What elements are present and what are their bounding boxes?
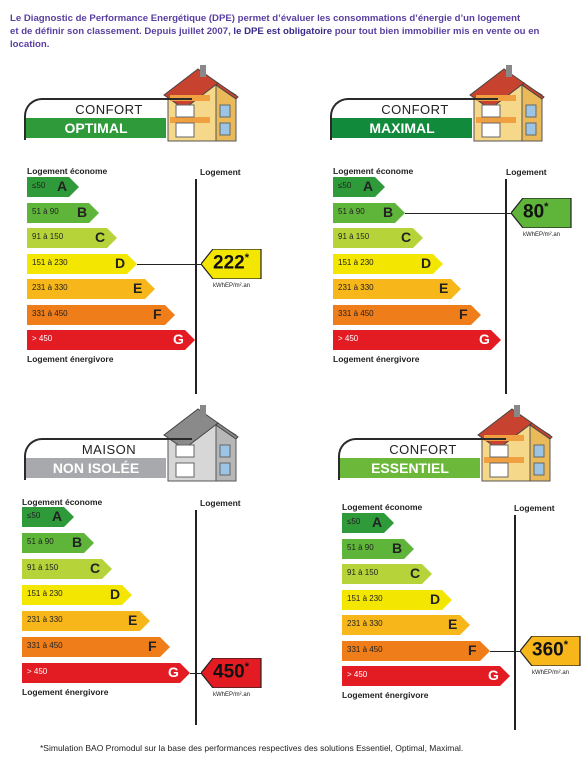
class-range: 151 à 230 [32,257,68,267]
energy-class-f [333,305,481,325]
class-range: 231 à 330 [347,619,383,628]
label-econome: Logement économe [22,497,103,507]
intro-line-2-bold: le DPE est obligatoire [233,26,333,37]
class-range: 331 à 450 [32,308,68,318]
value-unit: kWhEP/m².an [213,692,251,698]
class-letter: F [459,305,468,322]
class-range: > 450 [27,667,48,676]
class-letter: F [148,638,157,654]
value-footnote-star: * [244,251,249,264]
class-letter: B [392,539,403,556]
value-unit: kWhEP/m².an [213,282,251,289]
energy-class-f [342,641,490,661]
class-range: > 450 [338,334,359,343]
badge-bottom-text: MAXIMAL [332,118,472,138]
class-letter: C [95,229,106,245]
class-letter: B [383,203,394,220]
footnote: *Simulation BAO Promodul sur la base des performances respectives des solutions Essentiel, Optimal, Maximal. [40,743,464,753]
label-energivore: Logement énergivore [27,353,114,364]
energy-class-e [27,279,155,299]
class-range: ≤50 [338,181,352,190]
class-range: 91 à 150 [338,232,370,241]
energy-class-c [27,228,117,248]
energy-class-d [27,254,137,274]
energy-class-g [22,663,190,683]
logement-divider [514,515,516,730]
dpe-panel-maximal [306,65,582,425]
label-econome: Logement économe [27,166,108,176]
class-letter: A [57,178,68,194]
class-letter: E [439,280,449,296]
class-letter: B [77,203,88,220]
badge-top-text: CONFORT [75,102,143,117]
label-logement: Logement [506,167,547,177]
class-letter: E [133,280,143,296]
energy-class-b [342,539,414,559]
energy-class-d [342,590,452,610]
logement-value: 80* [523,200,549,222]
dpe-panel-non-isol-e [0,405,290,765]
energy-class-e [333,279,461,299]
class-letter: B [72,534,83,550]
class-letter: C [90,560,101,576]
energy-class-g [342,666,510,686]
value-connector [490,651,524,652]
energy-class-b [22,533,94,553]
class-range: 151 à 230 [27,589,63,598]
class-range: 231 à 330 [32,283,68,292]
class-range: 331 à 450 [338,308,374,318]
energy-class-b [333,203,405,223]
class-range: ≤50 [27,511,41,520]
energy-class-e [342,615,470,635]
dpe-panel-essentiel [314,405,582,765]
class-letter: G [479,331,490,347]
dpe-panel-optimal [0,65,290,425]
value-footnote-star: * [563,638,568,651]
class-letter: E [448,616,458,632]
solution-badge [330,98,498,140]
logement-value: 360* [532,638,568,660]
class-range: ≤50 [32,181,46,190]
class-letter: A [52,508,63,524]
logement-value-marker [520,636,582,676]
class-letter: G [168,664,179,680]
badge-bottom-text: ESSENTIEL [340,458,480,478]
logement-value-marker [511,198,573,238]
label-energivore: Logement énergivore [333,353,420,364]
energy-class-f [22,637,170,657]
class-range: 91 à 150 [32,232,64,241]
logement-value: 450* [213,661,249,683]
energy-class-g [27,330,195,350]
intro-text [10,12,580,51]
energy-class-c [22,559,112,579]
class-letter: C [401,229,412,245]
logement-divider [195,510,197,725]
class-range: 151 à 230 [347,593,383,603]
energy-class-a [22,507,74,527]
badge-bottom-text: OPTIMAL [26,118,166,138]
label-logement: Logement [200,498,241,508]
logement-value-marker [201,658,263,698]
solution-badge [24,98,192,140]
class-letter: F [468,641,477,658]
label-logement: Logement [200,167,241,177]
energy-class-d [22,585,132,605]
label-energivore: Logement énergivore [342,689,429,700]
energy-class-d [333,254,443,274]
class-range: 51 à 90 [347,542,374,552]
solution-badge [24,438,192,480]
class-range: 331 à 450 [27,641,63,650]
class-range: 51 à 90 [27,537,54,546]
energy-class-b [27,203,99,223]
class-range: 91 à 150 [347,568,379,577]
intro-line-2 [10,25,580,51]
label-econome: Logement économe [342,502,423,512]
label-energivore: Logement énergivore [22,687,109,697]
energy-class-a [342,513,394,533]
class-range: 51 à 90 [338,206,365,216]
value-connector [137,264,205,265]
class-letter: D [115,254,126,271]
energy-class-f [27,305,175,325]
class-letter: C [410,565,421,581]
value-footnote-star: * [544,200,549,213]
value-connector [405,213,515,214]
badge-top-text: CONFORT [381,102,449,117]
class-letter: A [372,514,383,530]
energy-class-g [333,330,501,350]
class-range: 231 à 330 [338,283,374,292]
solution-badge [338,438,506,480]
value-unit: kWhEP/m².an [523,231,561,238]
value-footnote-star: * [244,661,249,673]
energy-class-c [342,564,432,584]
energy-class-a [27,177,79,197]
intro-line-2-c: pour tout bien immobilier mis en vente ou en location. [10,26,540,50]
class-letter: G [488,667,499,683]
class-letter: D [430,590,441,607]
class-range: 231 à 330 [27,615,63,624]
badge-top-text: CONFORT [389,442,457,457]
label-econome: Logement économe [333,166,414,176]
energy-class-c [333,228,423,248]
logement-value-marker [201,249,263,289]
class-letter: E [128,612,138,628]
class-letter: D [110,586,121,602]
label-logement: Logement [514,503,555,513]
badge-bottom-text: NON ISOLÉE [26,458,166,478]
intro-line-2-a: et de définir son classement. Depuis juillet 2007, [10,26,234,37]
energy-class-a [333,177,385,197]
value-unit: kWhEP/m².an [532,669,570,676]
class-letter: G [173,331,184,347]
logement-value: 222* [213,251,249,273]
class-letter: A [363,178,374,194]
intro-line-1: Le Diagnostic de Performance Energétique (DPE) permet d’évaluer les consommations d’énergie d’un logement [10,13,521,24]
class-range: ≤50 [347,517,361,526]
class-range: 91 à 150 [27,563,59,572]
class-range: 51 à 90 [32,206,59,216]
class-letter: D [421,254,432,271]
energy-class-e [22,611,150,631]
class-range: 331 à 450 [347,644,383,654]
class-letter: F [153,305,162,322]
class-range: > 450 [347,670,368,679]
logement-divider [505,179,507,394]
badge-top-text: MAISON [81,442,137,457]
logement-divider [195,179,197,394]
class-range: 151 à 230 [338,257,374,267]
class-range: > 450 [32,334,53,343]
